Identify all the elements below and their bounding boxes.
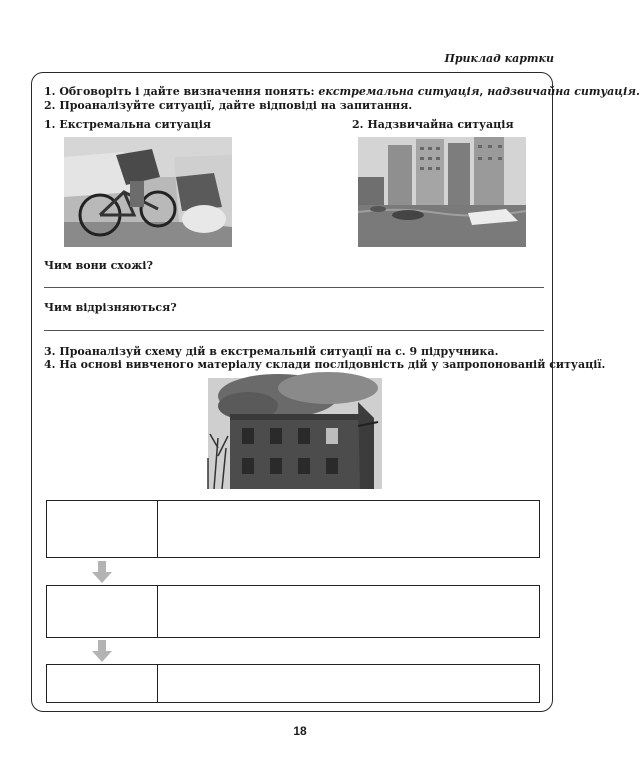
task-card [31,72,640,712]
task-2: 2. Проаналізуйте ситуації, дайте відповіді на запитання. [44,99,413,112]
task-1-text: 1. Обговоріть і дайте визначення понять: [44,85,319,98]
action-step-3-number-cell[interactable] [47,665,158,702]
page-number: 18 [293,724,307,738]
photo-flood [358,137,526,247]
caption-emergency-situation: 2. Надзвичайна ситуація [352,118,514,131]
question-similarity: Чим вони схожі? [44,259,153,272]
arrow-down-icon [92,561,112,583]
term-separator: , [479,85,488,98]
action-step-2-number-cell[interactable] [47,586,158,637]
photo-accident [64,137,232,247]
action-step-2[interactable] [46,585,540,638]
term-emergency-situation: надзвичайна ситуація [487,85,637,98]
task-4: 4. На основі вивченого матеріалу склади послідовність дій у запропонованій ситуації. [44,358,606,371]
photo-fire [208,378,382,489]
action-step-1[interactable] [46,500,540,558]
question-difference: Чим відрізняються? [44,301,177,314]
caption-extreme-situation: 1. Екстремальна ситуація [44,118,212,131]
answer-line-similarity[interactable] [44,287,544,288]
header-note: Приклад картки [444,52,554,65]
action-step-1-number-cell[interactable] [47,501,158,557]
term-extreme-situation: екстремальна ситуація [318,85,480,98]
task-1-end: . [636,85,640,98]
action-step-3[interactable] [46,664,540,703]
arrow-down-icon [92,640,112,662]
task-3: 3. Проаналізуй схему дій в екстремальній ситуації на с. 9 підручника. [44,345,499,358]
answer-line-difference[interactable] [44,330,544,331]
task-1 [44,85,640,98]
